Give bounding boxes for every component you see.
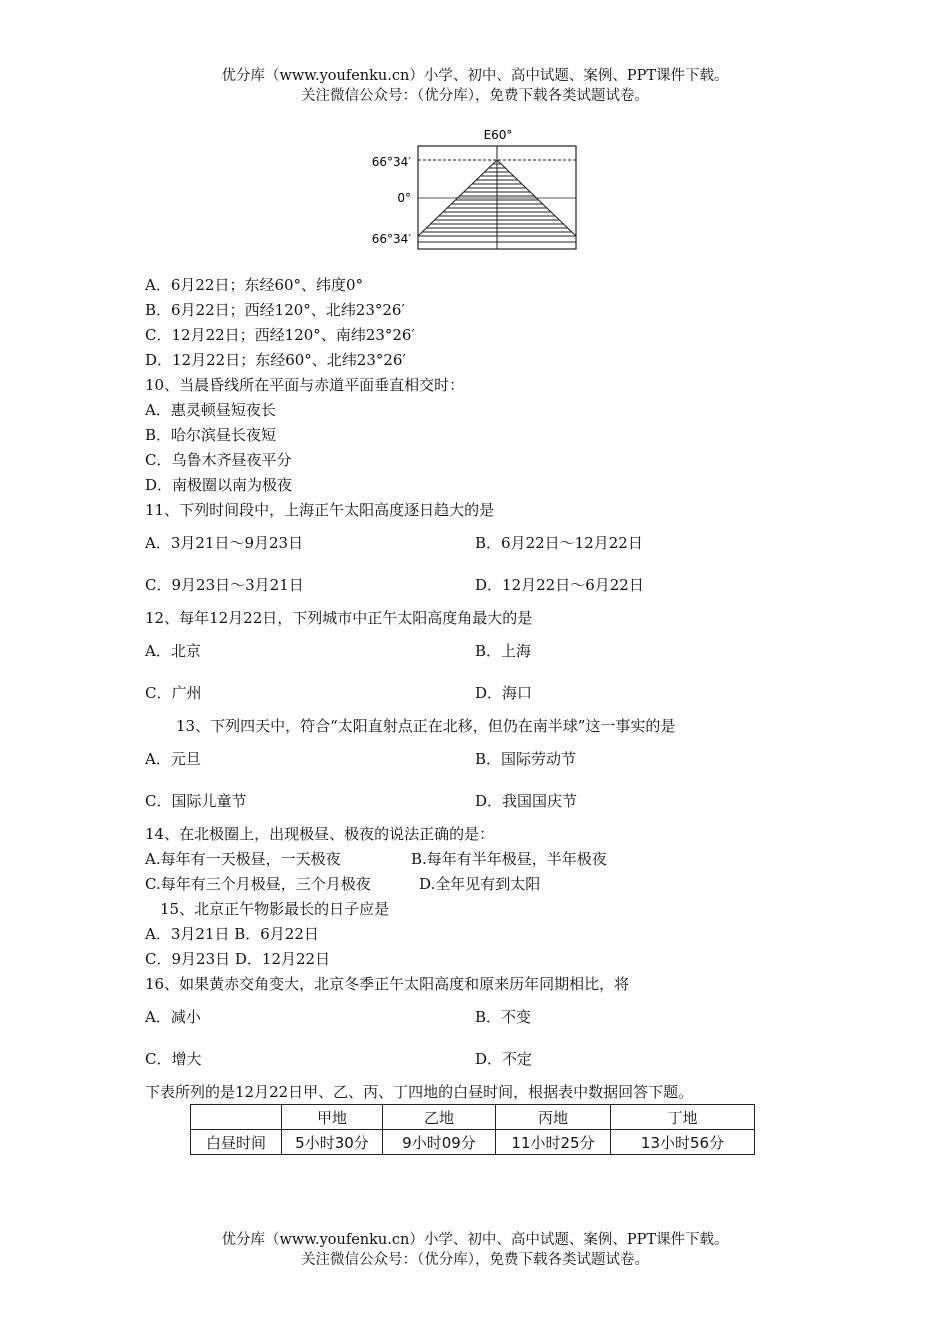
q12-stem: 12、每年12月22日，下列城市中正午太阳高度角最大的是 — [145, 609, 533, 627]
q15-options-cd: C．9月23日 D．12月22日 — [145, 950, 331, 968]
header-line-2: 关注微信公众号：（优分库），免费下载各类试题试卷。 — [301, 88, 649, 104]
q10-option-c: C．乌鲁木齐昼夜平分 — [145, 451, 292, 469]
page-footer — [0, 1230, 950, 1270]
q12-option-a: A．北京 — [145, 642, 201, 660]
q16-stem: 16、如果黄赤交角变大，北京冬季正午太阳高度和原来历年同期相比，将 — [145, 975, 630, 993]
q16-option-a: A．减小 — [145, 1008, 201, 1026]
q11-option-c: C．9月23日～3月21日 — [145, 576, 304, 594]
q13-stem: 13、下列四天中，符合“太阳直射点正在北移，但仍在南半球”这一事实的是 — [176, 717, 676, 735]
q13-option-a: A．元旦 — [145, 750, 201, 768]
q16-option-b: B．不变 — [475, 1008, 532, 1026]
q9-option-a: A．6月22日；东经60°、纬度0° — [145, 276, 364, 294]
q14-stem: 14、在北极圈上，出现极昼、极夜的说法正确的是： — [145, 825, 495, 843]
q12-option-d: D．海口 — [475, 684, 533, 702]
footer-line-2: 关注微信公众号：（优分库），免费下载各类试题试卷。 — [301, 1252, 649, 1268]
table-row — [191, 1130, 755, 1155]
table-header-place: 丙地 — [496, 1105, 611, 1130]
table-header-row — [191, 1105, 755, 1130]
q13-option-c: C．国际儿童节 — [145, 792, 247, 810]
q12-option-c: C．广州 — [145, 684, 202, 702]
q9-option-c: C．12月22日；西经120°、南纬23°26′ — [145, 326, 415, 344]
table-cell: 9小时09分 — [383, 1130, 496, 1155]
meridian-label: E60° — [483, 128, 513, 142]
page-header — [0, 66, 950, 106]
q11-stem: 11、下列时间段中，上海正午太阳高度逐日趋大的是 — [145, 501, 495, 519]
table-corner-cell — [191, 1105, 282, 1130]
q14-option-b: B.每年有半年极昼，半年极夜 — [411, 850, 607, 868]
illumination-diagram — [363, 126, 588, 256]
q11-option-d: D．12月22日～6月22日 — [475, 576, 644, 594]
q9-option-b: B．6月22日；西经120°、北纬23°26′ — [145, 301, 405, 319]
q11-option-b: B．6月22日～12月22日 — [475, 534, 643, 552]
q15-options-ab: A．3月21日 B．6月22日 — [145, 925, 319, 943]
q16-option-d: D．不定 — [475, 1050, 533, 1068]
q13-option-d: D．我国国庆节 — [475, 792, 578, 810]
q10-option-d: D．南极圈以南为极夜 — [145, 476, 293, 494]
q9-option-d: D．12月22日；东经60°、北纬23°26′ — [145, 351, 406, 369]
table-header-place: 丁地 — [611, 1105, 755, 1130]
table-header-place: 甲地 — [282, 1105, 383, 1130]
q12-option-b: B．上海 — [475, 642, 532, 660]
q10-option-b: B．哈尔滨昼长夜短 — [145, 426, 277, 444]
q16-option-c: C．增大 — [145, 1050, 202, 1068]
table-cell: 5小时30分 — [282, 1130, 383, 1155]
lat-label-top: 66°34′ — [371, 155, 411, 169]
q15-stem: 15、北京正午物影最长的日子应是 — [160, 900, 390, 918]
illumination-diagram-svg — [363, 126, 588, 256]
q10-stem: 10、当晨昏线所在平面与赤道平面垂直相交时： — [145, 376, 465, 394]
q14-option-d: D.全年见有到太阳 — [419, 875, 541, 893]
table-intro: 下表所列的是12月22日甲、乙、丙、丁四地的白昼时间，根据表中数据回答下题。 — [145, 1083, 694, 1101]
q10-option-a: A．惠灵顿昼短夜长 — [145, 401, 276, 419]
table-cell: 13小时56分 — [611, 1130, 755, 1155]
footer-line-1: 优分库（www.youfenku.cn）小学、初中、高中试题、案例、PPT课件下载。 — [221, 1232, 729, 1248]
table-header-place: 乙地 — [383, 1105, 496, 1130]
q11-option-a: A．3月21日～9月23日 — [145, 534, 304, 552]
lat-label-bottom: 66°34′ — [371, 232, 411, 246]
lat-label-equator: 0° — [397, 191, 411, 205]
table-cell: 11小时25分 — [496, 1130, 611, 1155]
q13-option-b: B．国际劳动节 — [475, 750, 577, 768]
q14-option-a: A.每年有一天极昼，一天极夜 — [145, 850, 341, 868]
header-line-1: 优分库（www.youfenku.cn）小学、初中、高中试题、案例、PPT课件下载。 — [221, 68, 729, 84]
daylight-table — [190, 1104, 755, 1155]
q14-option-c: C.每年有三个月极昼，三个月极夜 — [145, 875, 371, 893]
table-row-header: 白昼时间 — [191, 1130, 282, 1155]
